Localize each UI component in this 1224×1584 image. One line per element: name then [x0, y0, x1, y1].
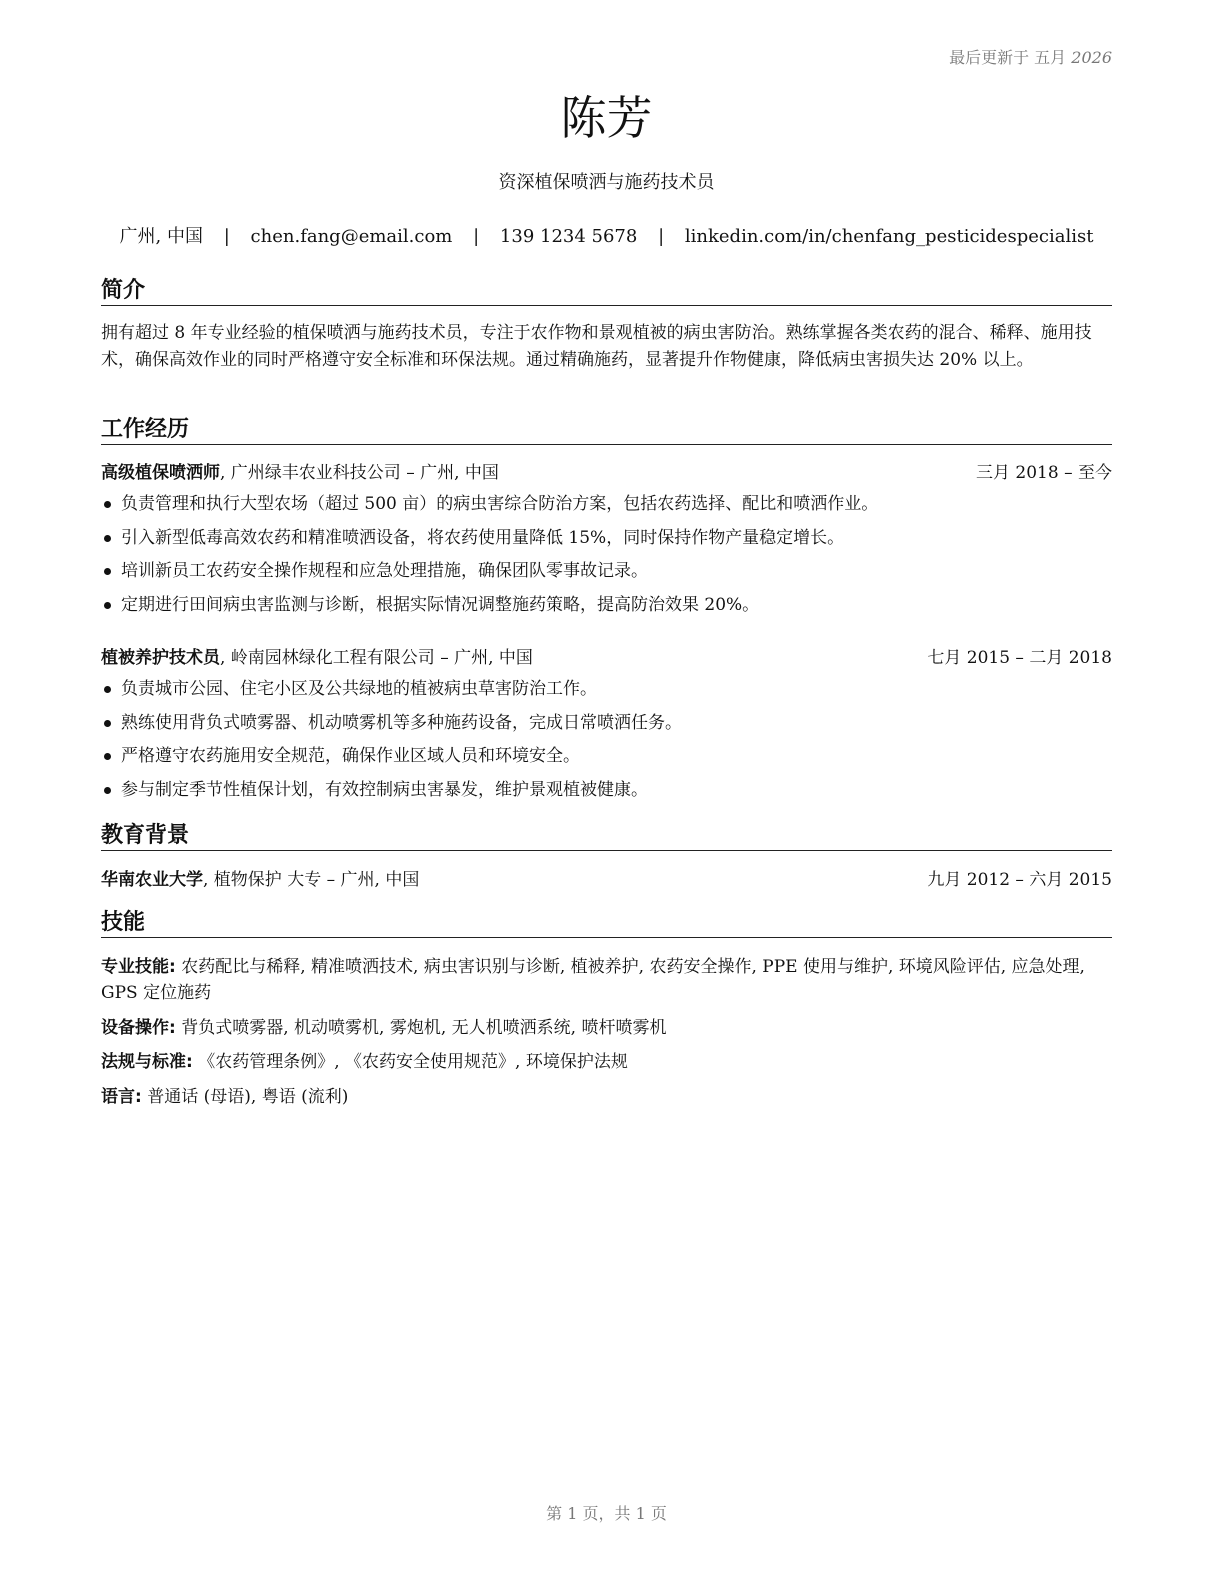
job-bullet: 负责管理和执行大型农场（超过 500 亩）的病虫害综合防治方案，包括农药选择、配比和喷洒作业。	[101, 491, 1112, 525]
education-entry	[101, 867, 1112, 893]
contact-phone: 139 1234 5678	[499, 226, 638, 247]
job-bullet: 引入新型低毒高效农药和精准喷洒设备，将农药使用量降低 15%，同时保持作物产量稳定增长。	[101, 525, 1112, 559]
contact-separator: |	[223, 226, 230, 247]
job-bullet: 定期进行田间病虫害监测与诊断，根据实际情况调整施药策略，提高防治效果 20%。	[101, 592, 1112, 626]
skill-label: 设备操作:	[101, 1018, 176, 1038]
skill-value: 普通话 (母语), 粤语 (流利)	[141, 1087, 349, 1107]
job-dates: 七月 2015 – 二月 2018	[927, 648, 1112, 668]
job-company: , 广州绿丰农业科技公司 – 广州, 中国	[220, 463, 499, 483]
contact-location: 广州, 中国	[119, 226, 203, 247]
education-school: 华南农业大学	[101, 870, 203, 890]
skill-row	[101, 1049, 1112, 1075]
last-updated-label: 最后更新于 五月	[949, 48, 1067, 67]
contact-separator: |	[473, 226, 480, 247]
job-bullets	[101, 676, 1112, 810]
job-bullets	[101, 491, 1112, 625]
job-header	[101, 645, 1112, 671]
resume-page	[101, 0, 1112, 1584]
job-role: 植被养护技术员	[101, 648, 220, 668]
skill-row	[101, 1015, 1112, 1041]
section-title-education: 教育背景	[101, 822, 1112, 851]
last-updated	[949, 45, 1112, 68]
candidate-headline: 资深植保喷洒与施药技术员	[498, 172, 715, 193]
last-updated-year: 2026	[1071, 48, 1112, 67]
job-bullet: 严格遵守农药施用安全规范，确保作业区域人员和环境安全。	[101, 743, 1112, 777]
education-dates: 九月 2012 – 六月 2015	[927, 870, 1112, 890]
skill-label: 语言:	[101, 1087, 142, 1107]
skill-value: 背负式喷雾器, 机动喷雾机, 雾炮机, 无人机喷洒系统, 喷杆喷雾机	[175, 1018, 667, 1038]
skill-value: 农药配比与稀释, 精准喷洒技术, 病虫害识别与诊断, 植被养护, 农药安全操作, PPE 使用与维护, 环境风险评估, 应急处理, GPS 定位施药	[101, 957, 1085, 1003]
page-number: 第 1 页，共 1 页	[546, 1504, 667, 1523]
section-title-summary: 简介	[101, 277, 1112, 306]
education-detail: , 植物保护 大专 – 广州, 中国	[203, 870, 420, 890]
skill-value: 《农药管理条例》, 《农药安全使用规范》, 环境保护法规	[192, 1052, 628, 1072]
job-bullet: 熟练使用背负式喷雾器、机动喷雾机等多种施药设备，完成日常喷洒任务。	[101, 710, 1112, 744]
job-header	[101, 460, 1112, 486]
skill-label: 法规与标准:	[101, 1052, 193, 1072]
job-company: , 岭南园林绿化工程有限公司 – 广州, 中国	[220, 648, 533, 668]
job-bullet: 培训新员工农药安全操作规程和应急处理措施，确保团队零事故记录。	[101, 558, 1112, 592]
contact-line	[101, 224, 1112, 250]
contact-email-link[interactable]: chen.fang@email.com	[250, 226, 453, 247]
summary-text: 拥有超过 8 年专业经验的植保喷洒与施药技术员，专注于农作物和景观植被的病虫害防治。熟练掌握各类农药的混合、稀释、施用技术，确保高效作业的同时严格遵守安全标准和环保法规。通过精确施药，显著提升作物健康，降低病虫害损失达 20% 以上。	[101, 323, 1092, 370]
skill-row	[101, 954, 1112, 1006]
job-bullet: 参与制定季节性植保计划，有效控制病虫害暴发，维护景观植被健康。	[101, 777, 1112, 811]
skill-label: 专业技能:	[101, 957, 176, 977]
candidate-name: 陈芳	[560, 91, 653, 145]
job-role: 高级植保喷洒师	[101, 463, 220, 483]
contact-linkedin-link[interactable]: linkedin.com/in/chenfang_pesticidespecialist	[684, 226, 1094, 247]
job-dates: 三月 2018 – 至今	[976, 463, 1112, 483]
skill-row	[101, 1084, 1112, 1110]
contact-separator: |	[658, 226, 665, 247]
job-bullet: 负责城市公园、住宅小区及公共绿地的植被病虫草害防治工作。	[101, 676, 1112, 710]
section-title-experience: 工作经历	[101, 416, 1112, 445]
section-title-skills: 技能	[101, 909, 1112, 938]
